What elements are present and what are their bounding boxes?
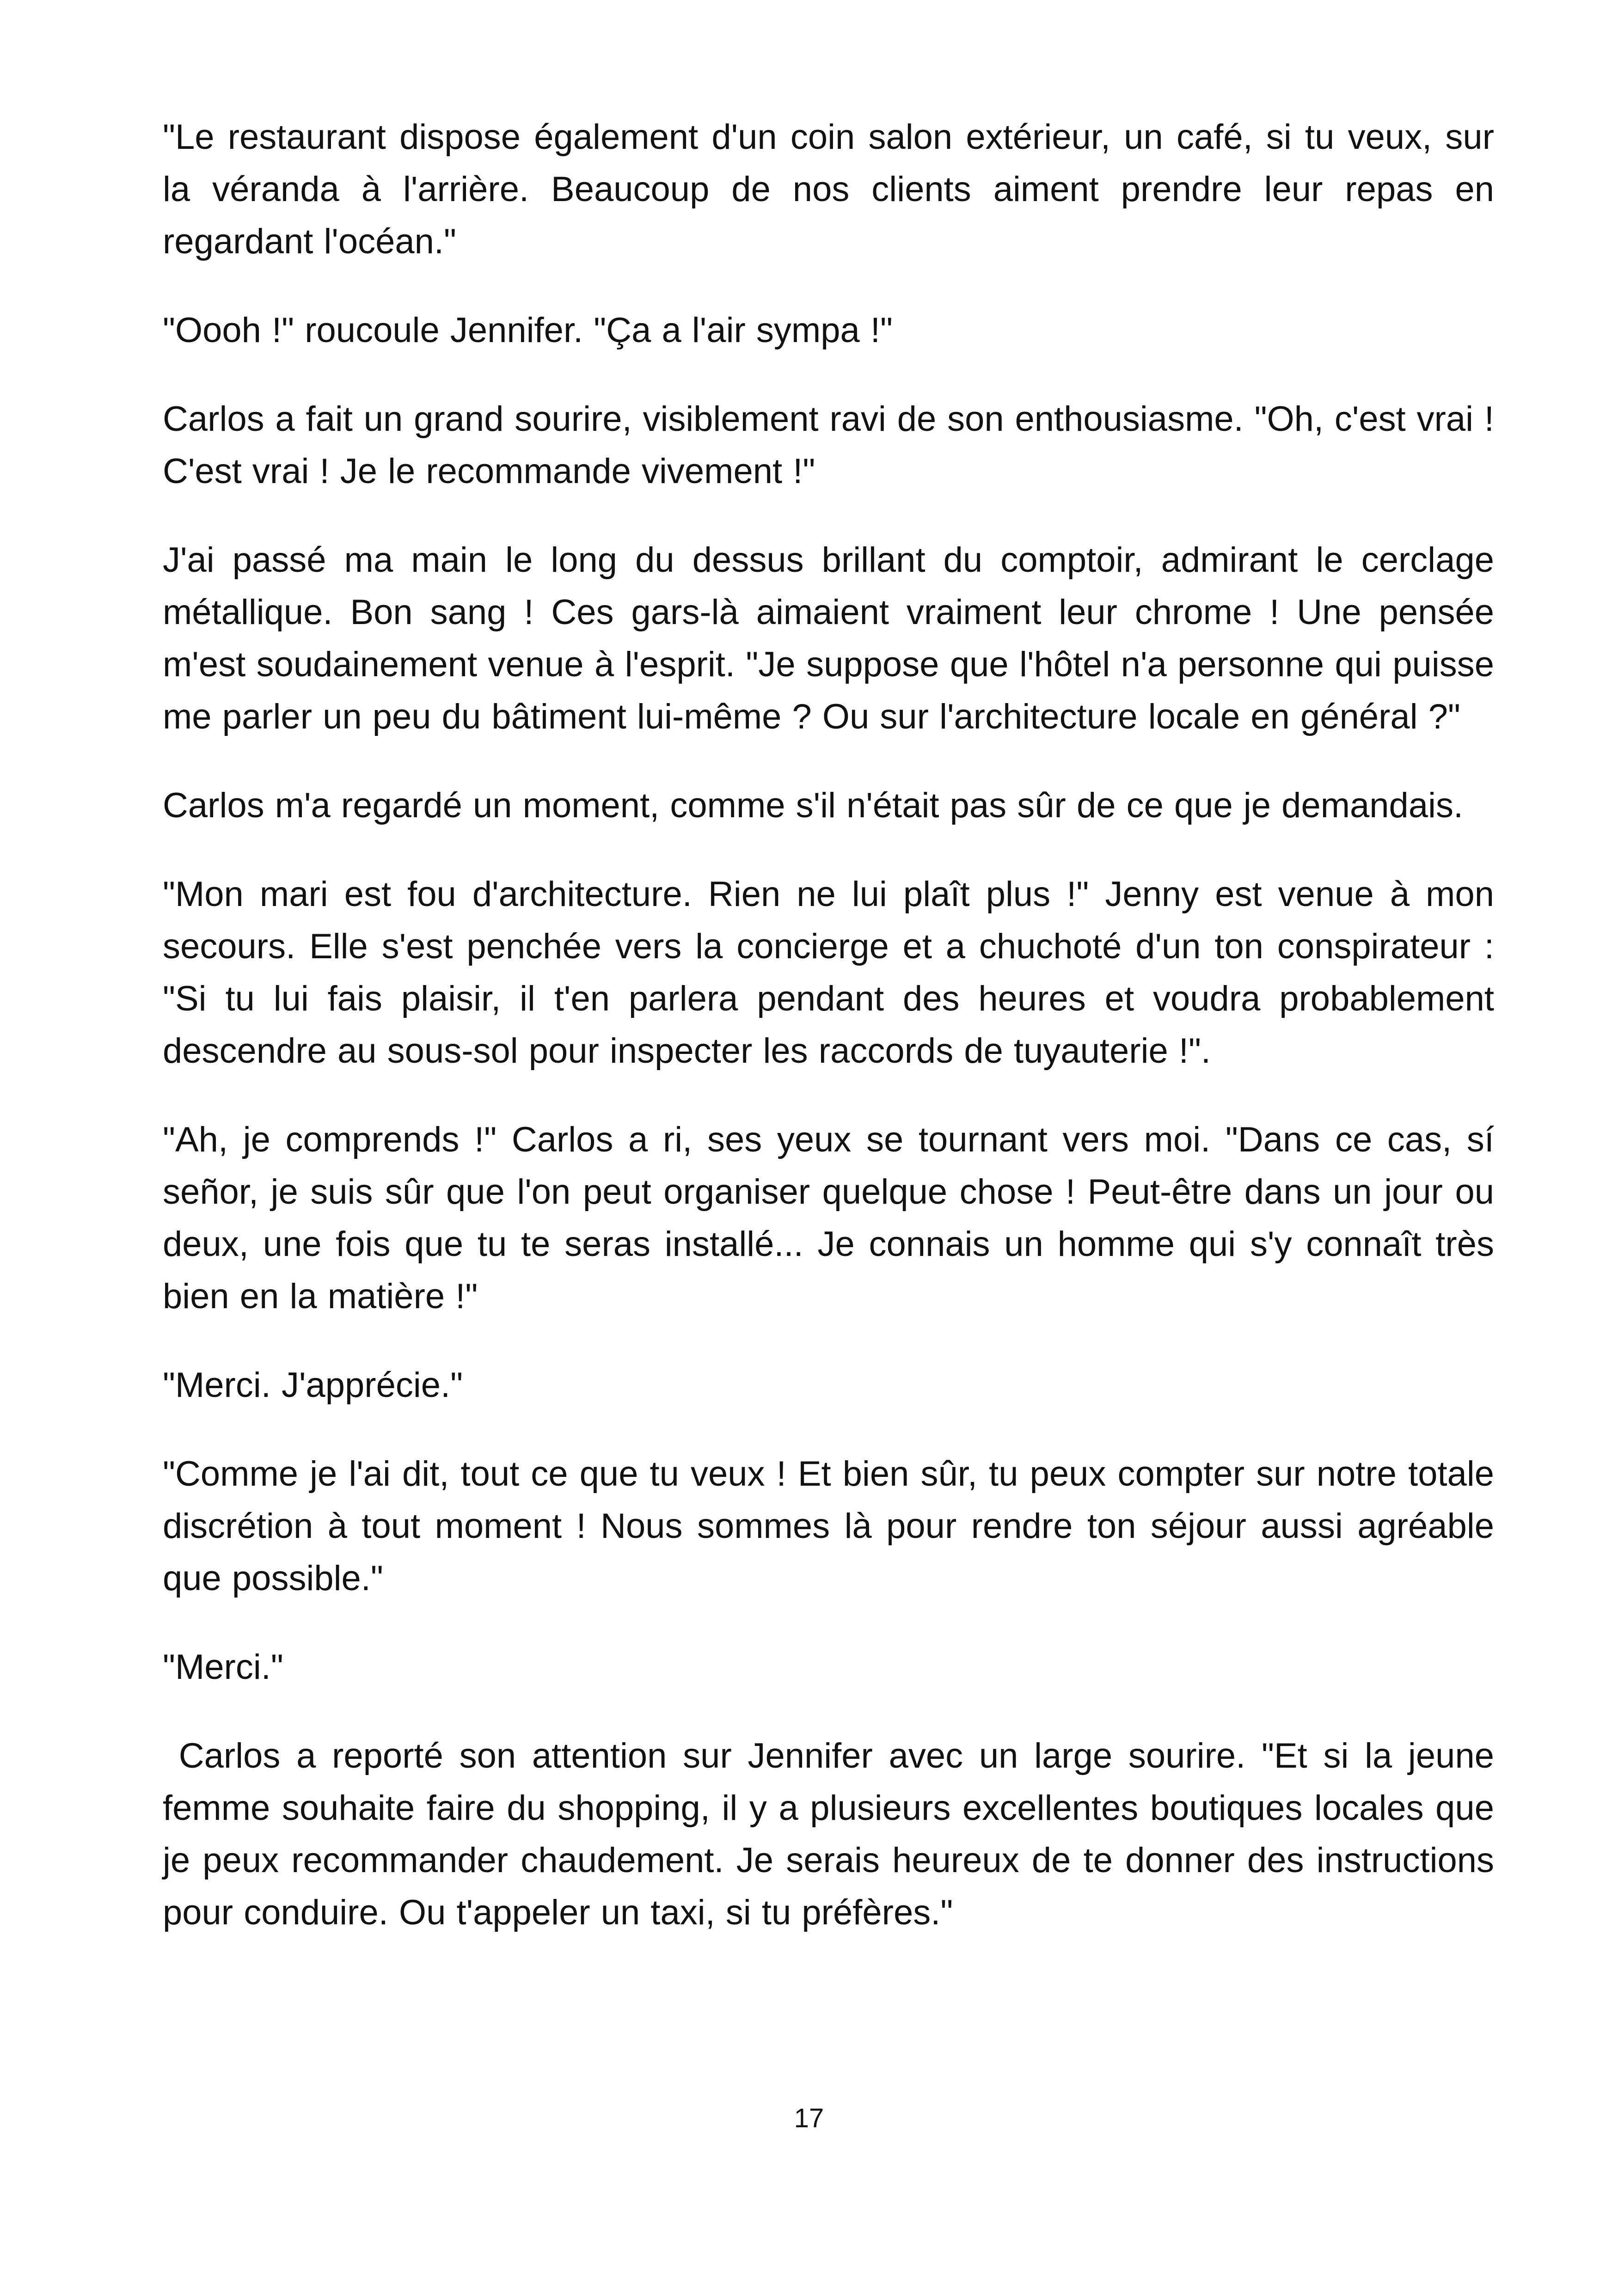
paragraph-restaurant-terrace: "Le restaurant dispose également d'un coin salon extérieur, un café, si tu veux, sur la véranda à l'arrière. Beaucoup de nos clients aiment prendre leur repas en regardant l'océan." xyxy=(163,117,1494,261)
paragraph-jennifer-reaction: "Oooh !" roucoule Jennifer. "Ça a l'air sympa !" xyxy=(163,311,893,350)
page-number: 17 xyxy=(794,2103,824,2133)
paragraph-shopping-offer: Carlos a reporté son attention sur Jennifer avec un large sourire. "Et si la jeune femme souhaite faire du shopping, il y a plusieurs excellentes boutiques locales que je peux recommander chaudement. Je serais heureux de te donner des instructions pour conduire. Ou t'appeler un taxi, si tu préfères." xyxy=(163,1736,1505,1932)
paragraph-carlos-understands: "Ah, je comprends !" Carlos a ri, ses yeux se tournant vers moi. "Dans ce cas, sí señor, je suis sûr que l'on peut organiser quelque chose ! Peut-être dans un jour ou deux, une fois que tu te seras installé... Je connais un homme qui s'y connaît très bien en la matière !" xyxy=(163,1120,1494,1316)
page-body xyxy=(163,111,1505,1939)
paragraph-architecture-question: J'ai passé ma main le long du dessus brillant du comptoir, admirant le cerclage métallique. Bon sang ! Ces gars-là aimaient vraiment leur chrome ! Une pensée m'est soudainement venue à l'esprit. "Je suppose que l'hôtel n'a personne qui puisse me parler un peu du bâtiment lui-même ? Ou sur l'architecture locale en général ?" xyxy=(163,540,1494,736)
paragraph-thanks-appreciation: "Merci. J'apprécie." xyxy=(163,1365,463,1405)
paragraph-jenny-explains: "Mon mari est fou d'architecture. Rien ne lui plaît plus !" Jenny est venue à mon secours. Elle s'est penchée vers la concierge et a chuchoté d'un ton conspirateur : "Si tu lui fais plaisir, il t'en parlera pendant des heures et voudra probablement descendre au sous-sol pour inspecter les raccords de tuyauterie !". xyxy=(163,875,1494,1071)
paragraph-thanks: "Merci." xyxy=(163,1647,283,1687)
paragraph-discretion: "Comme je l'ai dit, tout ce que tu veux ! Et bien sûr, tu peux compter sur notre totale discrétion à tout moment ! Nous sommes là pour rendre ton séjour aussi agréable que possible." xyxy=(163,1454,1494,1598)
paragraph-carlos-hesitation: Carlos m'a regardé un moment, comme s'il n'était pas sûr de ce que je demandais. xyxy=(163,786,1464,825)
paragraph-carlos-recommendation: Carlos a fait un grand sourire, visiblement ravi de son enthousiasme. "Oh, c'est vrai ! C'est vrai ! Je le recommande vivement !" xyxy=(163,399,1494,491)
